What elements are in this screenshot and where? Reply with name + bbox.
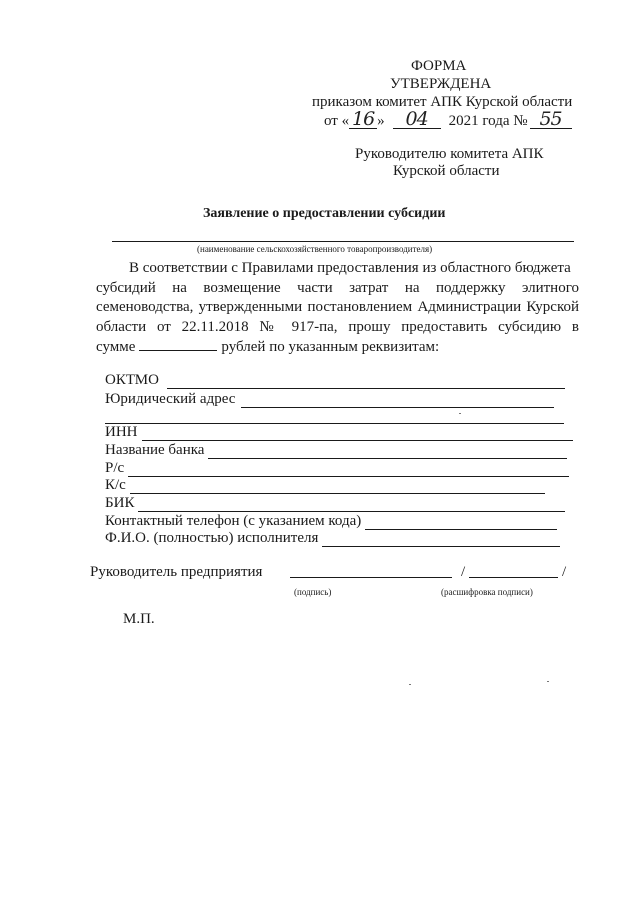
order-date-line	[324, 110, 572, 130]
date-mid: »	[377, 113, 385, 129]
field-inn	[105, 423, 573, 441]
head-label: Руководитель предприятия	[90, 564, 263, 580]
field-bank-name	[105, 441, 567, 459]
approved-label: УТВЕРЖДЕНА	[390, 76, 492, 92]
date-prefix: от «	[324, 113, 350, 129]
field-ks-label: К/с	[105, 477, 126, 493]
scan-speck	[459, 413, 461, 414]
body-line-4: области от 22.11.2018 № 917-па, прошу предоставить субсидию в	[96, 319, 579, 335]
field-legal-address-label: Юридический адрес	[105, 391, 236, 407]
field-rs-line	[128, 462, 569, 477]
body-line-5	[96, 337, 439, 356]
field-bik	[105, 494, 565, 512]
scan-speck	[409, 684, 411, 685]
order-number: 55	[530, 110, 572, 129]
date-month: 04	[393, 110, 441, 129]
addressee-line-2: Курской области	[393, 163, 500, 179]
field-bik-line	[138, 497, 565, 512]
field-rs	[105, 459, 569, 477]
field-oktmo-line	[167, 374, 565, 389]
scan-speck	[547, 681, 549, 682]
signature-line	[290, 577, 452, 578]
date-suffix: 2021 года №	[448, 113, 528, 129]
field-bank-name-label: Название банка	[105, 442, 205, 458]
field-executor	[105, 529, 560, 547]
slash-open: /	[461, 564, 466, 580]
field-oktmo	[105, 371, 565, 389]
signature-caption: (подпись)	[294, 587, 332, 597]
field-bank-name-line	[208, 444, 567, 459]
body-line-3: семеноводства, утвержденными постановлением Администрации Курской	[96, 299, 579, 315]
applicant-name-line	[112, 241, 574, 242]
field-oktmo-label: ОКТМО	[105, 372, 159, 388]
field-phone-label: Контактный телефон (с указанием кода)	[105, 513, 362, 529]
field-rs-label: Р/с	[105, 460, 125, 476]
field-inn-line	[142, 426, 573, 441]
page-title: Заявление о предоставлении субсидии	[203, 206, 446, 221]
field-inn-label: ИНН	[105, 424, 138, 440]
field-ks-line	[130, 479, 545, 494]
addressee-line-1: Руководителю комитета АПК	[355, 146, 544, 162]
field-legal-address-line	[241, 393, 554, 408]
amount-prefix: сумме	[96, 339, 136, 355]
form-label: ФОРМА	[411, 58, 467, 74]
field-legal-address	[105, 390, 554, 408]
field-executor-line	[322, 532, 560, 547]
field-bik-label: БИК	[105, 495, 135, 511]
stamp-label: М.П.	[123, 611, 155, 627]
field-executor-label: Ф.И.О. (полностью) исполнителя	[105, 530, 319, 546]
date-day: 16	[349, 110, 377, 129]
order-line: приказом комитет АПК Курской области	[312, 94, 573, 110]
decoding-caption: (расшифровка подписи)	[441, 587, 533, 597]
body-line-1: В соответствии с Правилами предоставления из областного бюджета	[129, 260, 571, 276]
applicant-caption: (наименование сельскохозяйственного товаропроизводителя)	[197, 244, 433, 254]
decoding-line	[469, 577, 558, 578]
amount-blank	[139, 337, 217, 351]
body-line-2: субсидий на возмещение части затрат на поддержку элитного	[96, 280, 579, 296]
amount-suffix: рублей по указанным реквизитам:	[221, 339, 440, 355]
slash-close: /	[562, 564, 567, 580]
field-ks	[105, 476, 545, 494]
field-phone-line	[365, 515, 557, 530]
field-phone	[105, 512, 557, 530]
